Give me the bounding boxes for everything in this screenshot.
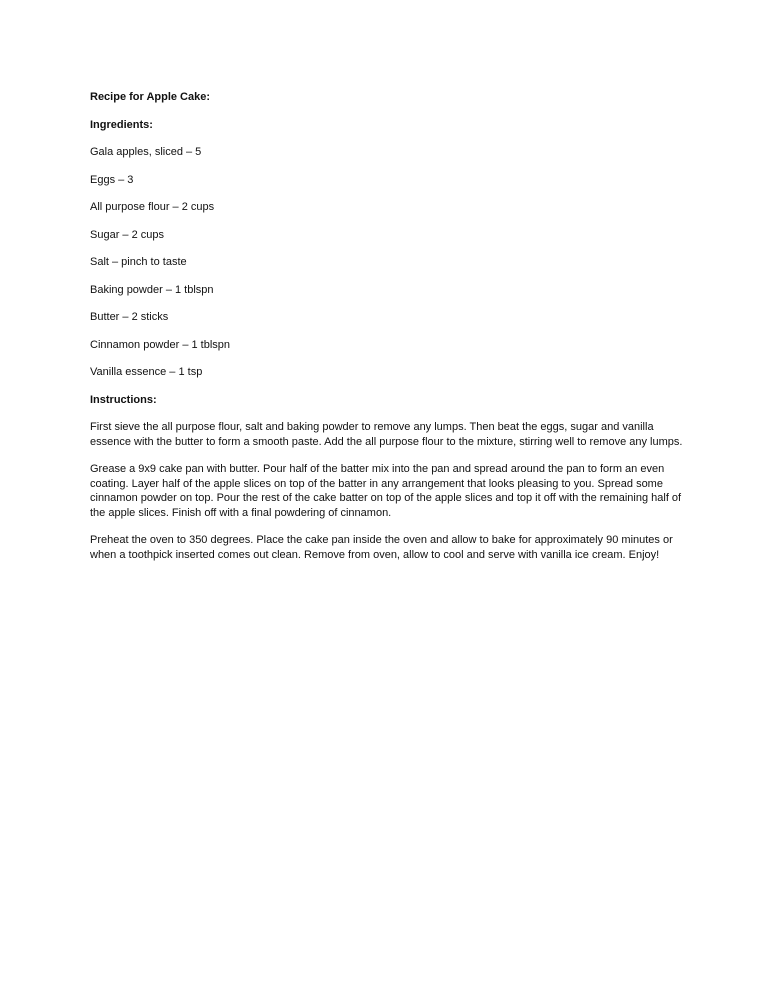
ingredients-list: [90, 145, 690, 380]
ingredient-item: All purpose flour – 2 cups: [90, 201, 215, 213]
recipe-title: Recipe for Apple Cake:: [90, 91, 211, 103]
instruction-paragraph: Preheat the oven to 350 degrees. Place the cake pan inside the oven and allow to bake for approximately 90 minutes or when a toothpick inserted comes out clean. Remove from oven, allow to cool and serve with vanilla ice cream. Enjoy!: [90, 534, 673, 561]
instruction-paragraph: First sieve the all purpose flour, salt and baking powder to remove any lumps. Then beat the eggs, sugar and vanilla essence with the butter to form a smooth paste. Add the all purpose flour to the mixture, stirring well to remove any lumps.: [90, 421, 683, 448]
ingredient-item: Baking powder – 1 tblspn: [90, 283, 214, 296]
ingredient-item: Vanilla essence – 1 tsp: [90, 366, 203, 378]
ingredient-item: Cinnamon powder – 1 tblspn: [90, 338, 231, 351]
ingredient-item: Sugar – 2 cups: [90, 228, 164, 241]
instruction-paragraph: Grease a 9x9 cake pan with butter. Pour half of the batter mix into the pan and spread around the pan to form an even coating. Layer half of the apple slices on top of the batter in any arrangement that looks pleasing to you. Spread some cinnamon powder on top. Pour the rest of the cake batter on top of the apple slices and top it off with the remaining half of the apple slices. Finish off with a final powdering of cinnamon.: [90, 463, 682, 519]
ingredient-item: Butter – 2 sticks: [90, 311, 169, 323]
ingredients-heading: Ingredients:: [90, 118, 153, 131]
ingredient-item: Gala apples, sliced – 5: [90, 146, 202, 158]
ingredient-item: Salt – pinch to taste: [90, 256, 187, 268]
ingredient-item: Eggs – 3: [90, 173, 134, 186]
instructions-heading: Instructions:: [90, 393, 157, 406]
recipe-document: [90, 90, 690, 575]
